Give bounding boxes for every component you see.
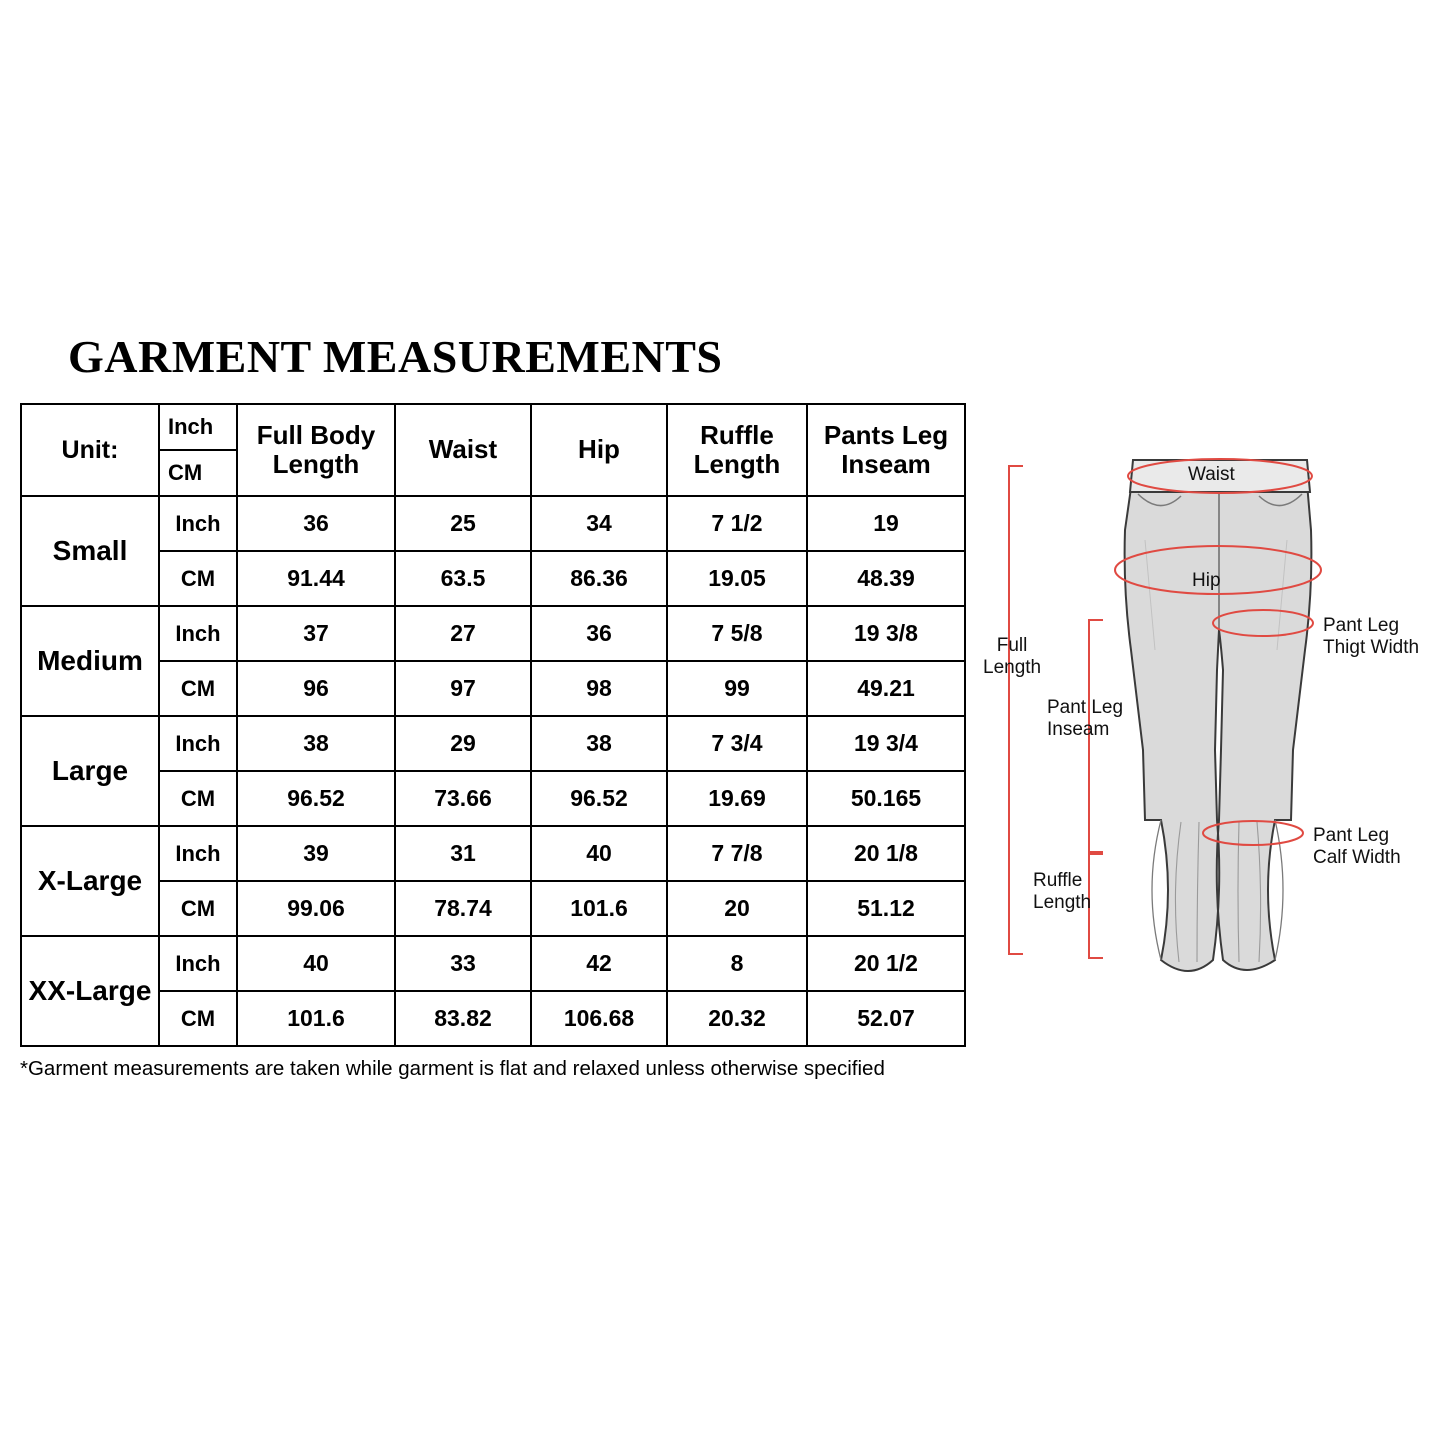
header-line-1: Pants Leg xyxy=(823,419,949,450)
table-row xyxy=(21,716,965,771)
value-hip: 38 xyxy=(531,716,667,771)
table-row xyxy=(21,771,965,826)
unit-cm: CM xyxy=(159,991,237,1046)
table-row xyxy=(21,551,965,606)
value-waist: 33 xyxy=(395,936,531,991)
unit-cm: CM xyxy=(159,551,237,606)
header-waist xyxy=(395,404,531,496)
label-line-2: Thigt Width xyxy=(1323,636,1420,658)
unit-inch: Inch xyxy=(159,936,237,991)
label-ruffle-length xyxy=(1033,870,1091,914)
header-full-body-length xyxy=(237,404,395,496)
header-line-1: Waist xyxy=(428,434,498,465)
table-row xyxy=(21,496,965,551)
value-ruffle-length: 19.69 xyxy=(667,771,807,826)
unit-cm: CM xyxy=(159,771,237,826)
label-line-2: Length xyxy=(1033,891,1092,913)
header-hip xyxy=(531,404,667,496)
size-label-x-large: X-Large xyxy=(21,826,159,936)
value-waist: 31 xyxy=(395,826,531,881)
value-inseam: 48.39 xyxy=(807,551,965,606)
header-unit-cm: CM xyxy=(168,460,203,485)
value-hip: 42 xyxy=(531,936,667,991)
label-line-1: Full xyxy=(996,635,1028,656)
value-inseam: 50.165 xyxy=(807,771,965,826)
value-inseam: 19 xyxy=(807,496,965,551)
garment-illustration xyxy=(975,420,1435,1020)
value-waist: 78.74 xyxy=(395,881,531,936)
header-unit-inch: Inch xyxy=(160,405,236,451)
value-inseam: 52.07 xyxy=(807,991,965,1046)
page-title: GARMENT MEASUREMENTS xyxy=(68,331,723,382)
unit-inch: Inch xyxy=(159,606,237,661)
value-ruffle-length: 19.05 xyxy=(667,551,807,606)
unit-cm: CM xyxy=(159,661,237,716)
label-hip: Hip xyxy=(1192,570,1221,591)
value-waist: 63.5 xyxy=(395,551,531,606)
label-line-2: Length xyxy=(983,656,1042,678)
header-pants-leg-inseam xyxy=(807,404,965,496)
value-hip: 40 xyxy=(531,826,667,881)
pants-shape xyxy=(1125,460,1312,971)
full-length-bracket xyxy=(1009,466,1023,954)
value-full-body-length: 39 xyxy=(237,826,395,881)
value-inseam: 49.21 xyxy=(807,661,965,716)
value-ruffle-length: 20.32 xyxy=(667,991,807,1046)
label-line-2: Calf Width xyxy=(1313,846,1401,868)
unit-cm: CM xyxy=(159,881,237,936)
value-ruffle-length: 7 5/8 xyxy=(667,606,807,661)
unit-inch: Inch xyxy=(159,826,237,881)
label-full-length xyxy=(983,635,1041,679)
value-waist: 25 xyxy=(395,496,531,551)
value-inseam: 20 1/8 xyxy=(807,826,965,881)
size-label-large: Large xyxy=(21,716,159,826)
value-inseam: 20 1/2 xyxy=(807,936,965,991)
label-line-2: Inseam xyxy=(1047,718,1110,740)
label-line-1: Pant Leg xyxy=(1323,615,1400,636)
value-hip: 86.36 xyxy=(531,551,667,606)
value-full-body-length: 38 xyxy=(237,716,395,771)
pants-diagram-svg xyxy=(975,420,1435,1020)
value-full-body-length: 96 xyxy=(237,661,395,716)
value-ruffle-length: 7 7/8 xyxy=(667,826,807,881)
value-waist: 27 xyxy=(395,606,531,661)
table-row xyxy=(21,661,965,716)
size-label-medium: Medium xyxy=(21,606,159,716)
header-line-1: Hip xyxy=(578,434,620,465)
label-pant-leg-calf-width xyxy=(1313,825,1401,869)
value-full-body-length: 91.44 xyxy=(237,551,395,606)
header-ruffle-length xyxy=(667,404,807,496)
table-row xyxy=(21,881,965,936)
value-full-body-length: 99.06 xyxy=(237,881,395,936)
label-line-1: Pant Leg xyxy=(1047,697,1124,718)
value-inseam: 51.12 xyxy=(807,881,965,936)
value-hip: 106.68 xyxy=(531,991,667,1046)
value-inseam: 19 3/8 xyxy=(807,606,965,661)
size-label-xx-large: XX-Large xyxy=(21,936,159,1046)
value-full-body-length: 40 xyxy=(237,936,395,991)
value-full-body-length: 96.52 xyxy=(237,771,395,826)
value-hip: 96.52 xyxy=(531,771,667,826)
label-waist: Waist xyxy=(1188,464,1235,485)
value-ruffle-length: 20 xyxy=(667,881,807,936)
measurements-table xyxy=(20,403,966,1047)
value-full-body-length: 36 xyxy=(237,496,395,551)
label-line-1: Ruffle xyxy=(1033,870,1083,891)
value-hip: 101.6 xyxy=(531,881,667,936)
value-waist: 29 xyxy=(395,716,531,771)
value-waist: 97 xyxy=(395,661,531,716)
value-ruffle-length: 8 xyxy=(667,936,807,991)
measurements-table-container xyxy=(20,403,964,1047)
header-line-2: Length xyxy=(693,449,781,479)
value-hip: 98 xyxy=(531,661,667,716)
value-hip: 34 xyxy=(531,496,667,551)
table-row xyxy=(21,936,965,991)
header-unit-label: Unit: xyxy=(21,404,159,496)
footnote: *Garment measurements are taken while garment is flat and relaxed unless otherwise specified xyxy=(20,1057,885,1080)
label-pant-leg-inseam xyxy=(1047,697,1123,741)
value-ruffle-length: 7 1/2 xyxy=(667,496,807,551)
value-waist: 73.66 xyxy=(395,771,531,826)
header-unit-stack xyxy=(159,404,237,496)
header-line-1: Full Body xyxy=(256,419,376,450)
value-full-body-length: 101.6 xyxy=(237,991,395,1046)
unit-inch: Inch xyxy=(159,496,237,551)
table-row xyxy=(21,991,965,1046)
label-pant-leg-thigh-width xyxy=(1323,615,1419,659)
table-row xyxy=(21,826,965,881)
label-line-1: Pant Leg xyxy=(1313,825,1390,846)
header-line-1: Ruffle xyxy=(700,419,774,450)
table-header-row xyxy=(21,404,965,496)
header-line-2: Inseam xyxy=(841,449,931,479)
value-hip: 36 xyxy=(531,606,667,661)
value-full-body-length: 37 xyxy=(237,606,395,661)
table-row xyxy=(21,606,965,661)
size-label-small: Small xyxy=(21,496,159,606)
value-waist: 83.82 xyxy=(395,991,531,1046)
header-line-2: Length xyxy=(272,449,360,479)
unit-inch: Inch xyxy=(159,716,237,771)
value-inseam: 19 3/4 xyxy=(807,716,965,771)
value-ruffle-length: 99 xyxy=(667,661,807,716)
value-ruffle-length: 7 3/4 xyxy=(667,716,807,771)
